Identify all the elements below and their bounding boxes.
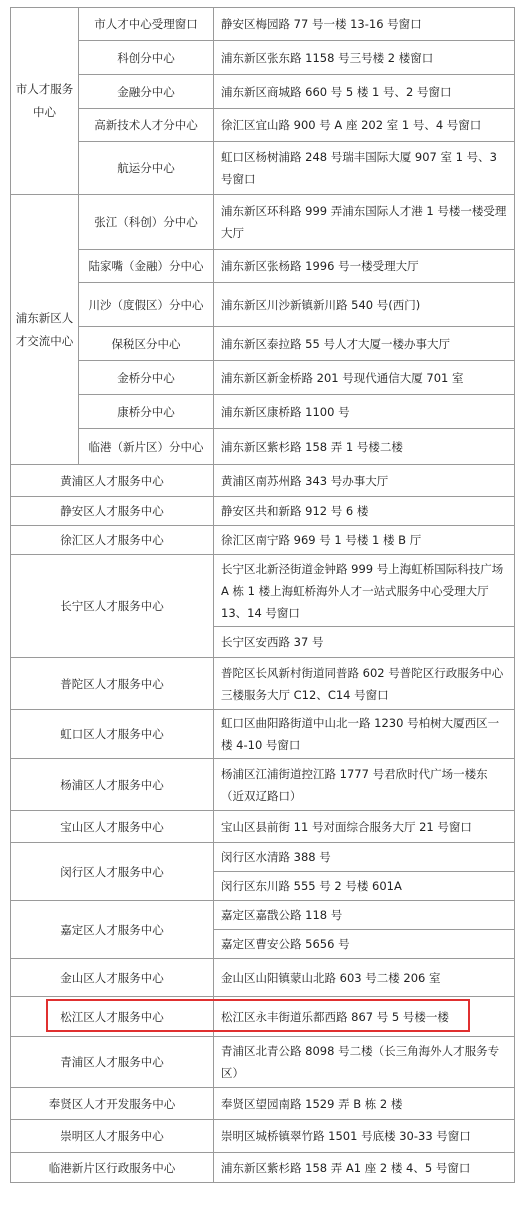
sub-center-name-text: 金融分中心 bbox=[117, 84, 175, 99]
address-cell-text: 浦东新区环科路 999 弄浦东国际人才港 1 号楼一楼受理大厅 bbox=[221, 204, 507, 240]
address-cell bbox=[213, 626, 515, 658]
sub-center-name-text: 张江（科创）分中心 bbox=[94, 215, 198, 229]
center-name-text: 松江区人才服务中心 bbox=[60, 1009, 164, 1024]
sub-center-name-text: 保税区分中心 bbox=[111, 336, 181, 351]
center-name bbox=[10, 1036, 214, 1088]
address-cell bbox=[213, 1087, 515, 1120]
address-cell bbox=[213, 40, 515, 75]
address-cell bbox=[213, 758, 515, 811]
center-name bbox=[10, 758, 214, 811]
center-name-text: 静安区人才服务中心 bbox=[60, 504, 164, 518]
sub-center-name bbox=[78, 108, 214, 142]
address-cell bbox=[213, 428, 515, 465]
center-name bbox=[10, 1087, 214, 1120]
address-cell bbox=[213, 525, 515, 555]
sub-center-name-text: 航运分中心 bbox=[117, 161, 175, 175]
sub-center-name bbox=[78, 394, 214, 429]
address-cell bbox=[213, 709, 515, 759]
address-cell bbox=[213, 7, 515, 41]
address-cell-text: 闵行区东川路 555 号 2 号楼 601A bbox=[221, 879, 402, 893]
address-cell bbox=[213, 194, 515, 250]
center-name bbox=[10, 7, 79, 195]
address-cell bbox=[213, 929, 515, 959]
center-name bbox=[10, 496, 214, 526]
center-name-text: 杨浦区人才服务中心 bbox=[60, 777, 164, 792]
center-name-text: 黄浦区人才服务中心 bbox=[60, 473, 164, 488]
center-name bbox=[10, 464, 214, 497]
center-name-text: 市人才服务中心 bbox=[15, 82, 74, 119]
address-cell bbox=[213, 394, 515, 429]
address-cell bbox=[213, 657, 515, 710]
center-name bbox=[10, 996, 214, 1037]
sub-center-name-text: 临港（新片区）分中心 bbox=[88, 439, 204, 454]
address-cell bbox=[213, 282, 515, 327]
address-cell-text: 虹口区曲阳路街道中山北一路 1230 号柏树大厦西区一楼 4-10 号窗口 bbox=[221, 716, 500, 752]
sub-center-name-text: 高新技术人才分中心 bbox=[94, 118, 198, 132]
address-cell bbox=[213, 554, 515, 627]
address-cell-text: 嘉定区曹安公路 5656 号 bbox=[221, 937, 350, 951]
center-name bbox=[10, 554, 214, 658]
center-name bbox=[10, 1119, 214, 1153]
sub-center-name-text: 川沙（度假区）分中心 bbox=[88, 297, 204, 312]
address-cell bbox=[213, 496, 515, 526]
sub-center-name bbox=[78, 141, 214, 195]
center-name-text: 嘉定区人才服务中心 bbox=[60, 922, 164, 937]
address-cell bbox=[213, 1036, 515, 1088]
center-name bbox=[10, 709, 214, 759]
sub-center-name bbox=[78, 326, 214, 361]
center-name bbox=[10, 958, 214, 997]
address-cell-text: 杨浦区江浦街道控江路 1777 号君欣时代广场一楼东（近双辽路口） bbox=[221, 766, 488, 803]
address-cell bbox=[213, 842, 515, 872]
center-name-text: 徐汇区人才服务中心 bbox=[60, 533, 164, 547]
address-cell-text: 青浦区北青公路 8098 号二楼（长三角海外人才服务专区） bbox=[221, 1044, 500, 1080]
address-cell-text: 虹口区杨树浦路 248 号瑞丰国际大厦 907 室 1 号、3 号窗口 bbox=[221, 150, 497, 186]
address-cell bbox=[213, 1119, 515, 1153]
address-cell bbox=[213, 326, 515, 361]
center-name bbox=[10, 1152, 214, 1183]
sub-center-name-text: 科创分中心 bbox=[117, 50, 175, 65]
address-cell-text: 浦东新区康桥路 1100 号 bbox=[221, 404, 350, 419]
address-cell-text: 浦东新区紫杉路 158 弄 A1 座 2 楼 4、5 号窗口 bbox=[221, 1160, 471, 1175]
address-cell-text: 长宁区北新泾街道金钟路 999 号上海虹桥国际科技广场 A 栋 1 楼上海虹桥海外人才一站式服务中心受理大厅 13、14 号窗口 bbox=[221, 561, 504, 620]
address-cell-text: 金山区山阳镇蒙山北路 603 号二楼 206 室 bbox=[221, 970, 441, 985]
address-cell-text: 长宁区安西路 37 号 bbox=[221, 635, 324, 649]
address-cell-text: 黄浦区南苏州路 343 号办事大厅 bbox=[221, 473, 389, 488]
sub-center-name bbox=[78, 360, 214, 395]
sub-center-name bbox=[78, 194, 214, 250]
sub-center-name bbox=[78, 428, 214, 465]
sub-center-name bbox=[78, 40, 214, 75]
center-name-text: 闵行区人才服务中心 bbox=[60, 864, 164, 879]
address-cell-text: 宝山区县前街 11 号对面综合服务大厅 21 号窗口 bbox=[221, 819, 472, 834]
address-cell-text: 浦东新区紫杉路 158 弄 1 号楼二楼 bbox=[221, 439, 403, 454]
center-name bbox=[10, 525, 214, 555]
sub-center-name bbox=[78, 282, 214, 327]
center-name-text: 奉贤区人才开发服务中心 bbox=[48, 1096, 176, 1111]
center-name bbox=[10, 810, 214, 843]
address-cell-text: 浦东新区泰拉路 55 号人才大厦一楼办事大厅 bbox=[221, 336, 450, 351]
center-name bbox=[10, 194, 79, 465]
center-name-text: 普陀区人才服务中心 bbox=[60, 676, 164, 691]
address-cell bbox=[213, 74, 515, 109]
address-cell-text: 静安区梅园路 77 号一楼 13-16 号窗口 bbox=[221, 17, 422, 31]
center-name-text: 浦东新区人才交流中心 bbox=[15, 310, 74, 348]
address-cell bbox=[213, 996, 515, 1037]
address-cell-text: 浦东新区张杨路 1996 号一楼受理大厅 bbox=[221, 259, 419, 273]
address-cell-text: 闵行区水清路 388 号 bbox=[221, 850, 331, 864]
center-name-text: 宝山区人才服务中心 bbox=[60, 819, 164, 834]
center-name-text: 长宁区人才服务中心 bbox=[60, 599, 164, 613]
sub-center-name-text: 市人才中心受理窗口 bbox=[94, 17, 198, 31]
sub-center-name bbox=[78, 249, 214, 283]
center-name-text: 金山区人才服务中心 bbox=[60, 970, 164, 985]
address-cell-text: 浦东新区川沙新镇新川路 540 号(西门) bbox=[221, 297, 421, 312]
address-cell bbox=[213, 464, 515, 497]
address-cell-text: 浦东新区新金桥路 201 号现代通信大厦 701 室 bbox=[221, 370, 464, 385]
address-cell bbox=[213, 1152, 515, 1183]
sub-center-name bbox=[78, 74, 214, 109]
center-name bbox=[10, 842, 214, 901]
address-cell-text: 崇明区城桥镇翠竹路 1501 号底楼 30-33 号窗口 bbox=[221, 1129, 471, 1143]
address-cell bbox=[213, 871, 515, 901]
address-cell-text: 奉贤区望园南路 1529 弄 B 栋 2 楼 bbox=[221, 1096, 403, 1111]
center-name bbox=[10, 657, 214, 710]
address-cell bbox=[213, 108, 515, 142]
address-cell-text: 普陀区长风新村街道同普路 602 号普陀区行政服务中心三楼服务大厅 C12、C14 号窗口 bbox=[221, 665, 504, 702]
address-cell-text: 浦东新区张东路 1158 号三号楼 2 楼窗口 bbox=[221, 50, 434, 65]
address-cell-text: 浦东新区商城路 660 号 5 楼 1 号、2 号窗口 bbox=[221, 84, 452, 99]
address-cell-text: 嘉定区嘉戬公路 118 号 bbox=[221, 908, 343, 922]
center-name-text: 崇明区人才服务中心 bbox=[60, 1129, 164, 1143]
center-name-text: 虹口区人才服务中心 bbox=[60, 727, 164, 741]
address-cell-text: 徐汇区南宁路 969 号 1 号楼 1 楼 B 厅 bbox=[221, 533, 422, 547]
address-cell bbox=[213, 810, 515, 843]
address-cell bbox=[213, 360, 515, 395]
center-name-text: 临港新片区行政服务中心 bbox=[48, 1160, 176, 1175]
sub-center-name-text: 康桥分中心 bbox=[117, 404, 175, 419]
sub-center-name bbox=[78, 7, 214, 41]
address-cell bbox=[213, 958, 515, 997]
center-name-text: 青浦区人才服务中心 bbox=[60, 1055, 164, 1069]
sub-center-name-text: 金桥分中心 bbox=[117, 370, 175, 385]
center-name bbox=[10, 900, 214, 959]
address-cell-text: 静安区共和新路 912 号 6 楼 bbox=[221, 504, 369, 518]
sub-center-name-text: 陆家嘴（金融）分中心 bbox=[88, 259, 204, 273]
address-cell-text: 松江区永丰街道乐都西路 867 号 5 号楼一楼 bbox=[221, 1009, 449, 1024]
address-cell bbox=[213, 249, 515, 283]
address-cell-text: 徐汇区宜山路 900 号 A 座 202 室 1 号、4 号窗口 bbox=[221, 118, 482, 132]
address-cell bbox=[213, 900, 515, 930]
address-cell bbox=[213, 141, 515, 195]
